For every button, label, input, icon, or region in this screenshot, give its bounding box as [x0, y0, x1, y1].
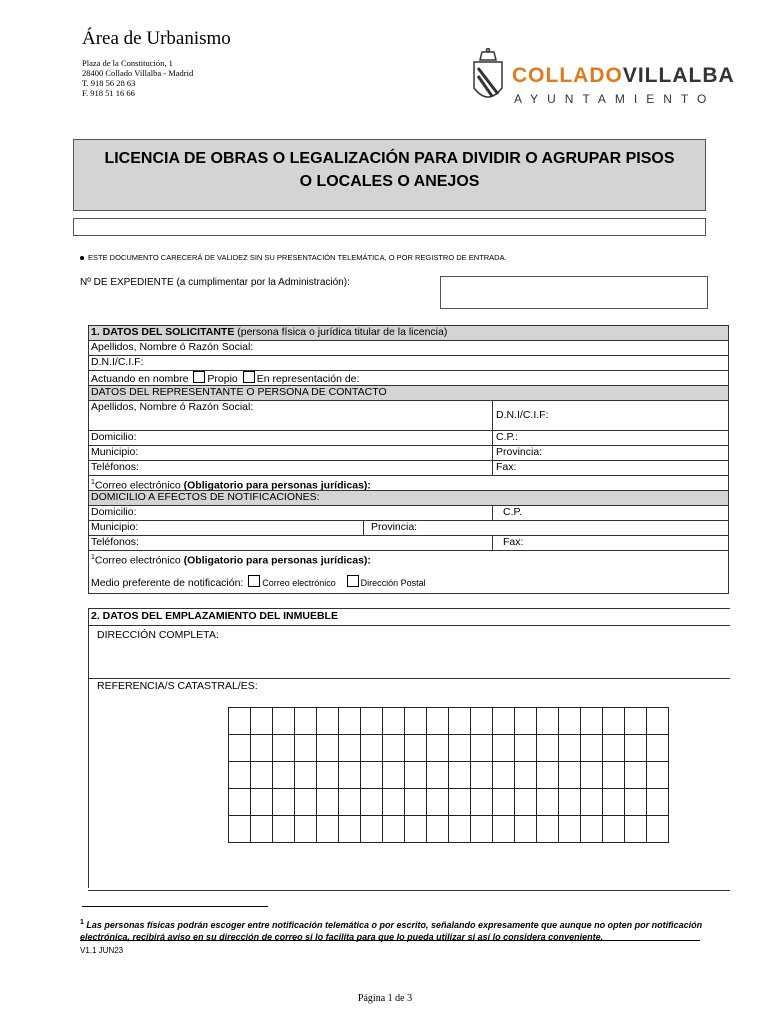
- representative-email-field[interactable]: $^1$Correo electrónico (Obligatorio para personas jurídicas):: [91, 479, 371, 492]
- notification-address-field[interactable]: Domicilio:: [91, 506, 137, 518]
- cadastral-grid-cell[interactable]: [361, 708, 383, 735]
- cadastral-grid-cell[interactable]: [647, 735, 669, 762]
- cadastral-grid-cell[interactable]: [515, 735, 537, 762]
- notification-province-field[interactable]: Provincia:: [371, 521, 418, 533]
- acting-on-behalf-row: Actuando en nombre Propio En representación de:: [91, 373, 360, 385]
- cadastral-grid-cell[interactable]: [625, 762, 647, 789]
- cadastral-grid-cell[interactable]: [295, 762, 317, 789]
- cadastral-grid-cell[interactable]: [229, 816, 251, 843]
- cadastral-grid-cell[interactable]: [559, 816, 581, 843]
- cadastral-grid-cell[interactable]: [427, 762, 449, 789]
- cadastral-grid-cell[interactable]: [581, 762, 603, 789]
- cadastral-grid-cell[interactable]: [251, 735, 273, 762]
- representative-dni-field[interactable]: D.N.I/C.I.F:: [496, 409, 549, 421]
- applicant-name-field[interactable]: Apellidos, Nombre ó Razón Social:: [91, 341, 254, 353]
- cadastral-grid-cell[interactable]: [537, 708, 559, 735]
- cadastral-grid-cell[interactable]: [603, 735, 625, 762]
- cadastral-grid-cell[interactable]: [251, 816, 273, 843]
- cadastral-grid-cell[interactable]: [559, 708, 581, 735]
- cadastral-grid-cell[interactable]: [427, 789, 449, 816]
- cadastral-grid-cell[interactable]: [317, 816, 339, 843]
- cadastral-grid-cell[interactable]: [625, 816, 647, 843]
- cadastral-grid-cell[interactable]: [449, 816, 471, 843]
- cadastral-grid-cell[interactable]: [361, 789, 383, 816]
- cadastral-grid-cell[interactable]: [229, 708, 251, 735]
- footnote: $^1$ Las personas físicas podrán escoger entre notificación telemática o por escrito, señalando expresamente que aunque no opten por notificación electrónica, recibirá aviso en su dirección de correo si lo facilita para que lo pueda utilizar si así lo considera conveniente.: [80, 919, 703, 942]
- expediente-label: Nº DE EXPEDIENTE (a cumplimentar por la Administración):: [80, 277, 350, 288]
- divider: [88, 890, 730, 891]
- cadastral-grid-cell[interactable]: [515, 762, 537, 789]
- cadastral-grid-cell[interactable]: [317, 735, 339, 762]
- representative-name-field[interactable]: Apellidos, Nombre ó Razón Social:: [91, 401, 254, 413]
- cadastral-grid-cell[interactable]: [625, 789, 647, 816]
- notification-email-field[interactable]: $^1$Correo electrónico (Obligatorio para personas jurídicas):: [91, 554, 371, 567]
- cadastral-grid-cell[interactable]: [273, 789, 295, 816]
- cadastral-grid-row: [229, 816, 669, 843]
- cadastral-grid-cell[interactable]: [339, 708, 361, 735]
- representative-phone-field[interactable]: Teléfonos:: [91, 461, 139, 473]
- form-title-line2: O LOCALES O ANEJOS: [299, 173, 480, 190]
- cadastral-grid-cell[interactable]: [603, 789, 625, 816]
- cadastral-grid-cell[interactable]: [515, 789, 537, 816]
- cadastral-grid-cell[interactable]: [493, 708, 515, 735]
- notification-header: DOMICILIO A EFECTOS DE NOTIFICACIONES:: [89, 491, 728, 505]
- cadastral-grid-cell[interactable]: [273, 708, 295, 735]
- cadastral-grid-row: [229, 789, 669, 816]
- cadastral-grid-cell[interactable]: [537, 789, 559, 816]
- cadastral-grid-cell[interactable]: [449, 735, 471, 762]
- blank-field-box[interactable]: [73, 218, 706, 236]
- cadastral-grid-cell[interactable]: [449, 762, 471, 789]
- checkbox-email[interactable]: [248, 575, 260, 587]
- cadastral-grid-cell[interactable]: [493, 816, 515, 843]
- address-line: F. 918 51 16 66: [82, 88, 135, 98]
- cadastral-grid-cell[interactable]: [581, 735, 603, 762]
- area-title: Área de Urbanismo: [82, 28, 231, 49]
- section-applicant: [88, 325, 729, 594]
- cadastral-grid-cell[interactable]: [449, 708, 471, 735]
- representative-fax-field[interactable]: Fax:: [496, 461, 517, 473]
- representative-province-field[interactable]: Provincia:: [496, 446, 543, 458]
- cadastral-grid-row: [229, 708, 669, 735]
- municipal-logo: [468, 48, 735, 110]
- cadastral-grid-cell[interactable]: [471, 735, 493, 762]
- notification-cp-field[interactable]: C.P.: [503, 506, 523, 518]
- cadastral-grid-cell[interactable]: [251, 708, 273, 735]
- cadastral-grid-cell[interactable]: [471, 789, 493, 816]
- address-block: [82, 58, 193, 98]
- cadastral-grid-cell[interactable]: [339, 735, 361, 762]
- notification-municipality-field[interactable]: Municipio:: [91, 521, 139, 533]
- cadastral-grid-cell[interactable]: [581, 789, 603, 816]
- bullet-icon: [80, 256, 84, 260]
- cadastral-reference-grid[interactable]: [228, 707, 669, 843]
- validity-notice: ESTE DOCUMENTO CARECERÁ DE VALIDEZ SIN SU PRESENTACIÓN TELEMÁTICA, O POR REGISTRO DE ENTRADA.: [80, 253, 507, 262]
- expediente-input[interactable]: [440, 276, 708, 309]
- cadastral-grid-cell[interactable]: [647, 762, 669, 789]
- section2-header: 2. DATOS DEL EMPLAZAMIENTO DEL INMUEBLE: [91, 610, 338, 622]
- checkbox-postal[interactable]: [347, 575, 359, 587]
- cadastral-grid-cell[interactable]: [273, 762, 295, 789]
- cadastral-grid-cell[interactable]: [251, 789, 273, 816]
- cadastral-grid-cell[interactable]: [471, 708, 493, 735]
- notification-phone-field[interactable]: Teléfonos:: [91, 536, 139, 548]
- checkbox-representacion[interactable]: [243, 371, 255, 383]
- cadastral-grid-cell[interactable]: [471, 762, 493, 789]
- cadastral-grid-cell[interactable]: [493, 789, 515, 816]
- cadastral-grid-cell[interactable]: [515, 708, 537, 735]
- cadastral-grid-cell[interactable]: [317, 762, 339, 789]
- full-address-field[interactable]: DIRECCIÓN COMPLETA:: [97, 629, 219, 641]
- footnote-rule: [82, 906, 268, 907]
- address-line: Plaza de la Constitución, 1: [82, 58, 173, 68]
- cadastral-grid-cell[interactable]: [427, 708, 449, 735]
- cadastral-grid-cell[interactable]: [229, 762, 251, 789]
- cadastral-grid-cell[interactable]: [405, 735, 427, 762]
- cadastral-grid-cell[interactable]: [339, 789, 361, 816]
- applicant-dni-field[interactable]: D.N.I/C.I.F:: [91, 356, 144, 368]
- notification-preference-row: Medio preferente de notificación: Correo electrónico Dirección Postal: [91, 577, 426, 589]
- cadastral-grid-cell[interactable]: [229, 735, 251, 762]
- cadastral-grid-cell[interactable]: [273, 816, 295, 843]
- cadastral-grid-cell[interactable]: [559, 789, 581, 816]
- cadastral-grid-cell[interactable]: [603, 708, 625, 735]
- cadastral-grid-cell[interactable]: [427, 735, 449, 762]
- cadastral-grid-cell[interactable]: [295, 789, 317, 816]
- cadastral-grid-cell[interactable]: [295, 735, 317, 762]
- cadastral-grid-cell[interactable]: [295, 708, 317, 735]
- cadastral-grid-cell[interactable]: [339, 762, 361, 789]
- cadastral-grid-cell[interactable]: [559, 735, 581, 762]
- cadastral-grid-cell[interactable]: [295, 816, 317, 843]
- cadastral-grid-cell[interactable]: [317, 708, 339, 735]
- cadastral-grid-cell[interactable]: [647, 816, 669, 843]
- cadastral-grid-cell[interactable]: [427, 816, 449, 843]
- cadastral-grid-cell[interactable]: [383, 762, 405, 789]
- representative-header: DATOS DEL REPRESENTANTE O PERSONA DE CONTACTO: [89, 386, 728, 400]
- cadastral-grid-cell[interactable]: [383, 708, 405, 735]
- cadastral-grid-cell[interactable]: [361, 816, 383, 843]
- checkbox-propio[interactable]: [193, 371, 205, 383]
- cadastral-grid-cell[interactable]: [537, 762, 559, 789]
- cadastral-grid-cell[interactable]: [493, 762, 515, 789]
- representative-cp-field[interactable]: C.P.:: [496, 431, 518, 443]
- logo-wordmark: COLLADOVILLALBA: [512, 64, 735, 87]
- cadastral-grid-cell[interactable]: [405, 708, 427, 735]
- address-line: T. 918 56 28 63: [82, 78, 136, 88]
- cadastral-grid-cell[interactable]: [647, 789, 669, 816]
- version-label: V1.1 JUN23: [80, 946, 124, 955]
- cadastral-grid-cell[interactable]: [559, 762, 581, 789]
- cadastral-grid-cell[interactable]: [405, 789, 427, 816]
- logo-subtitle: AYUNTAMIENTO: [514, 92, 716, 106]
- cadastral-grid-cell[interactable]: [405, 816, 427, 843]
- cadastral-grid-cell[interactable]: [537, 735, 559, 762]
- form-title-line1: LICENCIA DE OBRAS O LEGALIZACIÓN PARA DIVIDIR O AGRUPAR PISOS: [104, 150, 675, 167]
- cadastral-grid-cell[interactable]: [537, 816, 559, 843]
- cadastral-grid-cell[interactable]: [317, 789, 339, 816]
- cadastral-grid-cell[interactable]: [603, 762, 625, 789]
- cadastral-grid-cell[interactable]: [383, 735, 405, 762]
- section1-header: 1. DATOS DEL SOLICITANTE (persona física o jurídica titular de la licencia): [89, 326, 728, 340]
- page-number: Página 1 de 3: [357, 993, 413, 1004]
- cadastral-grid-row: [229, 735, 669, 762]
- cadastral-grid-cell[interactable]: [361, 735, 383, 762]
- cadastral-grid-cell[interactable]: [339, 816, 361, 843]
- address-line: 28400 Collado Villalba - Madrid: [82, 68, 194, 78]
- form-title: [73, 139, 706, 211]
- cadastral-grid-cell[interactable]: [493, 735, 515, 762]
- representative-address-field[interactable]: Domicilio:: [91, 431, 137, 443]
- cadastral-grid-cell[interactable]: [471, 816, 493, 843]
- cadastral-grid-cell[interactable]: [625, 708, 647, 735]
- notification-fax-field[interactable]: Fax:: [503, 536, 524, 548]
- cadastral-grid-cell[interactable]: [383, 816, 405, 843]
- cadastral-grid-cell[interactable]: [273, 735, 295, 762]
- cadastral-reference-label: REFERENCIA/S CATASTRAL/ES:: [97, 680, 258, 692]
- cadastral-grid-row: [229, 762, 669, 789]
- cadastral-grid-cell[interactable]: [229, 789, 251, 816]
- cadastral-grid-cell[interactable]: [515, 816, 537, 843]
- cadastral-grid-cell[interactable]: [361, 762, 383, 789]
- cadastral-grid-cell[interactable]: [625, 735, 647, 762]
- cadastral-grid-cell[interactable]: [449, 789, 471, 816]
- cadastral-grid-cell[interactable]: [581, 816, 603, 843]
- cadastral-grid-cell[interactable]: [647, 708, 669, 735]
- cadastral-grid-cell[interactable]: [383, 789, 405, 816]
- cadastral-grid-cell[interactable]: [603, 816, 625, 843]
- representative-municipality-field[interactable]: Municipio:: [91, 446, 139, 458]
- cadastral-grid-cell[interactable]: [581, 708, 603, 735]
- footnote-underline: [80, 940, 700, 941]
- cadastral-grid-cell[interactable]: [405, 762, 427, 789]
- cadastral-grid-cell[interactable]: [251, 762, 273, 789]
